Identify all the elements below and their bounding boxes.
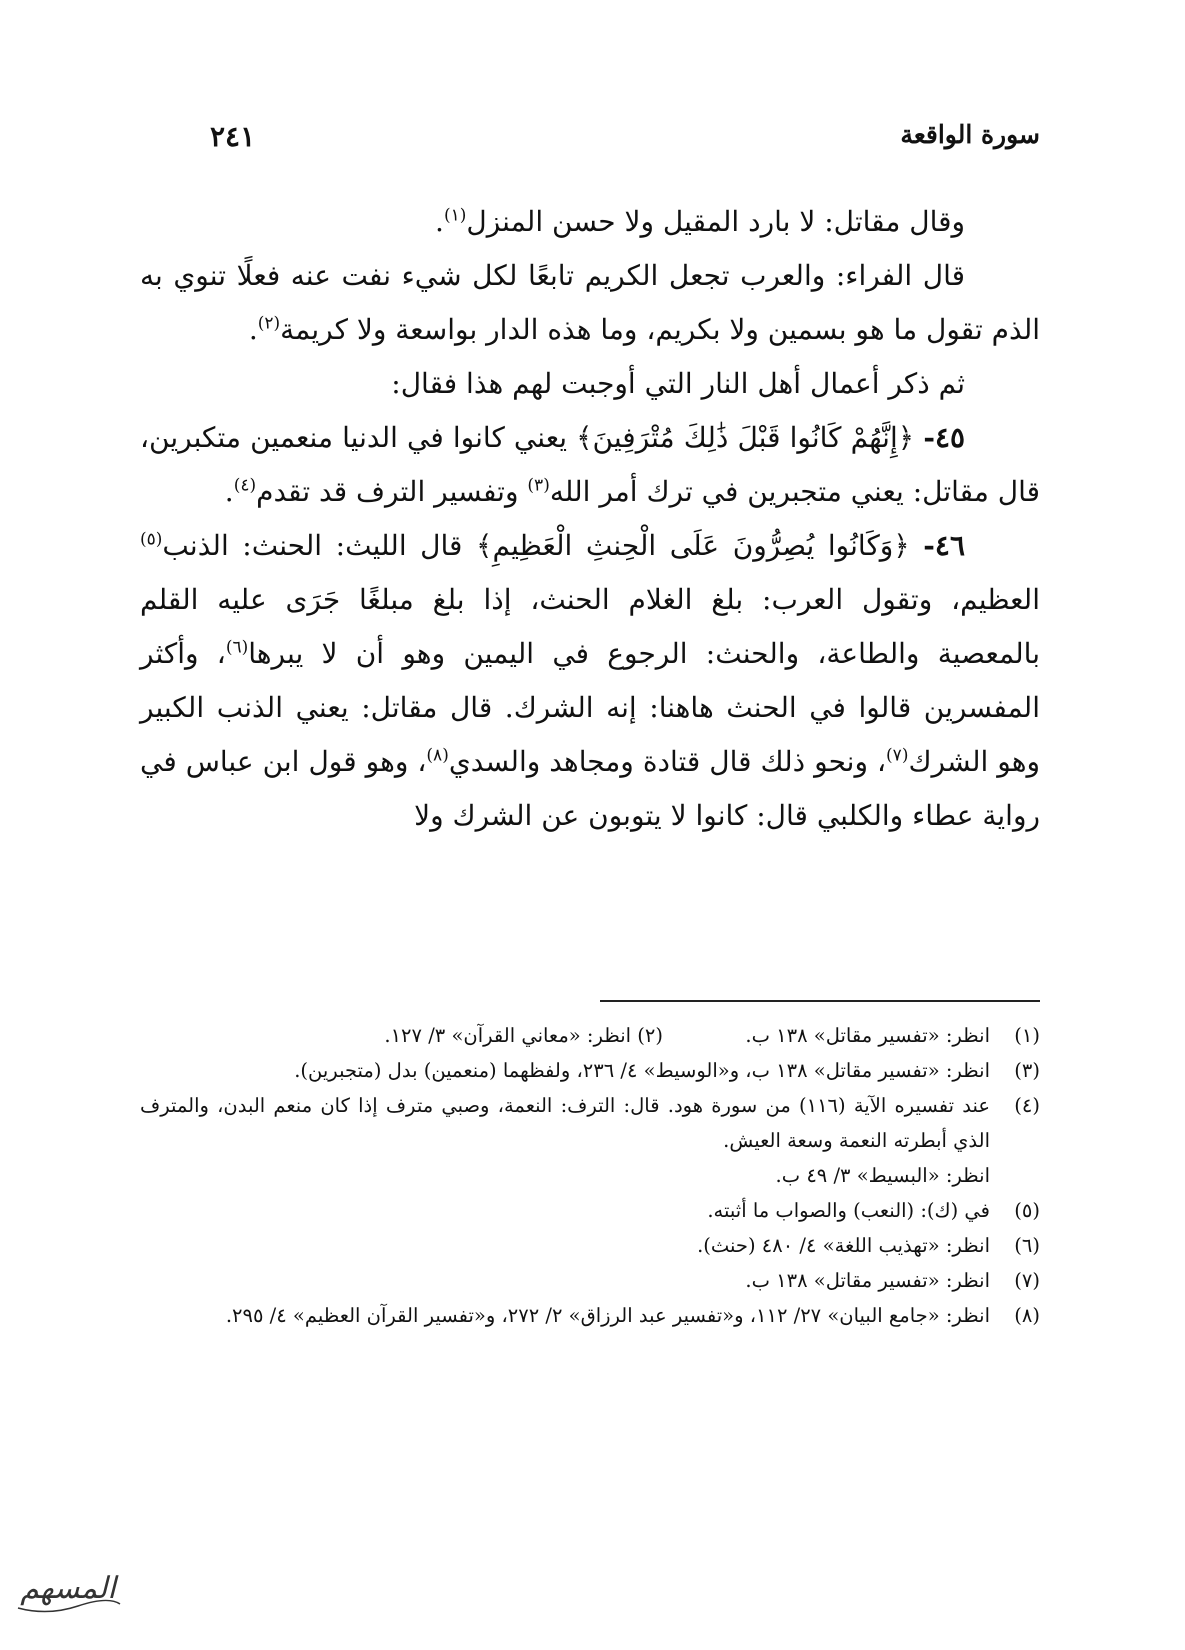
footnote-text: انظر: «تفسير مقاتل» ١٣٨ ب. <box>745 1269 990 1292</box>
footnote-ref[interactable]: (٣) <box>527 475 550 496</box>
footnote-text: في (ك): (النعب) والصواب ما أثبته. <box>707 1199 990 1222</box>
paragraph-2: قال الفراء: والعرب تجعل الكريم تابعًا لكل شيء نفت عنه فعلًا تنوي به الذم تقول ما هو بسمين ولا بكريم، وما هذه الدار بواسعة ولا كريمة$^{(٢)}$. <box>140 259 1040 346</box>
logo-mark: المسهم <box>20 1571 116 1606</box>
footnote-number: (٢) <box>637 1024 663 1047</box>
paragraph-text: ثم ذكر أعمال أهل النار التي أوجبت لهم هذا فقال: <box>391 367 965 400</box>
footnote-item <box>140 1228 1040 1263</box>
paragraph-text: ، وهو قول ابن عباس في رواية عطاء والكلبي قال: كانوا لا يتوبون عن الشرك ولا <box>140 745 1040 832</box>
quran-quote: ﴿إِنَّهُمْ كَانُوا قَبْلَ ذَٰلِكَ مُتْرَفِينَ﴾ <box>576 421 915 454</box>
verse-number: ٤٦- <box>923 529 965 562</box>
paragraph-text: قال الليث: الحنث: الذنب <box>162 529 463 562</box>
verse-46-commentary <box>140 519 1040 843</box>
footnote-number: (١) <box>1014 1024 1040 1047</box>
footnote-ref[interactable]: (٦) <box>225 637 249 658</box>
footnote-number: (٤) <box>1014 1094 1040 1117</box>
footnote-ref[interactable]: (٥) <box>140 529 163 550</box>
footnote-text: انظر: «معاني القرآن» ٣/ ١٢٧. <box>384 1024 632 1047</box>
footnote-text: عند تفسيره الآية (١١٦) من سورة هود. قال: الترف: النعمة، وصبي مترف إذا كان منعم البدن، والمترف الذي أبطرته النعمة وسعة العيش. <box>140 1094 990 1152</box>
book-page <box>140 0 1040 1650</box>
footnote-number: (٦) <box>1014 1234 1040 1257</box>
footnote-number: (٧) <box>1014 1269 1040 1292</box>
footnote-item <box>140 1263 1040 1298</box>
footnote-text: انظر: «جامع البيان» ٢٧/ ١١٢، و«تفسير عبد الرزاق» ٢/ ٢٧٢، و«تفسير القرآن العظيم» ٤/ ٢٩٥. <box>225 1304 990 1327</box>
footnote-item <box>140 1018 1040 1053</box>
footnote-ref[interactable]: (٤) <box>233 475 257 496</box>
footnote-item <box>140 1193 1040 1228</box>
footnote-ref[interactable]: (٢) <box>257 313 281 334</box>
paragraph-text: قال الفراء: والعرب تجعل الكريم تابعًا لكل شيء نفت عنه فعلًا تنوي به الذم تقول ما هو بسمين ولا بكريم، وما هذه الدار بواسعة ولا كريمة <box>140 259 1040 346</box>
footnote-text: انظر: «تفسير مقاتل» ١٣٨ ب، و«الوسيط» ٤/ ٢٣٦، ولفظهما (منعمين) بدل (متجبرين). <box>294 1059 990 1082</box>
page-number: ٢٤١ <box>210 120 256 153</box>
footnote-text: انظر: «تفسير مقاتل» ١٣٨ ب. <box>745 1024 990 1047</box>
footnote-ref[interactable]: (٧) <box>886 745 909 766</box>
paragraph-text: وقال مقاتل: لا بارد المقيل ولا حسن المنزل <box>466 205 965 238</box>
quran-quote: ﴿وَكَانُوا يُصِرُّونَ عَلَى الْحِنثِ الْعَظِيمِ﴾ <box>476 529 910 562</box>
paragraph-3 <box>140 357 1040 411</box>
footnote-item <box>140 1088 1040 1193</box>
paragraph-text: العظيم، وتقول العرب: بلغ الغلام الحنث، إذا بلغ مبلغًا جَرَى عليه القلم بالمعصية والطاعة، والحنث: الرجوع في اليمين وهو أن لا يبرها <box>140 583 1040 670</box>
paragraph-1: وقال مقاتل: لا بارد المقيل ولا حسن المنزل$^{(١)}$. <box>435 205 965 238</box>
paragraph-text: ، ونحو ذلك قال قتادة ومجاهد والسدي <box>448 745 887 778</box>
page-header <box>140 120 1040 160</box>
paragraph-text: وتفسير الترف قد تقدم <box>256 475 519 508</box>
footnote-number: (٥) <box>1014 1199 1040 1222</box>
verse-number: ٤٥- <box>923 421 966 454</box>
footnote-divider <box>600 1000 1040 1002</box>
footnote-text: انظر: «البسيط» ٣/ ٤٩ ب. <box>775 1164 990 1187</box>
surah-title: سورة الواقعة <box>900 120 1040 149</box>
footnote-text: انظر: «تهذيب اللغة» ٤/ ٤٨٠ (حنث). <box>697 1234 990 1257</box>
publisher-logo <box>8 1560 128 1620</box>
footnote-item <box>140 1053 1040 1088</box>
footnotes <box>140 1018 1040 1333</box>
main-text <box>140 195 1040 843</box>
footnote-number: (٣) <box>1014 1059 1040 1082</box>
footnote-item <box>140 1298 1040 1333</box>
paragraph-text: ، وأكثر المفسرين قالوا في الحنث هاهنا: إنه الشرك. قال مقاتل: يعني الذنب الكبير وهو الشرك <box>140 637 1041 778</box>
verse-45-commentary: ٤٥- ﴿إِنَّهُمْ كَانُوا قَبْلَ ذَٰلِكَ مُتْرَفِينَ﴾ يعني كانوا في الدنيا منعمين متكبرين، قال مقاتل: يعني متجبرين في ترك أمر الله$^{(٣)}$ وتفسير الترف قد تقدم$^{(٤)}$. <box>140 421 1040 508</box>
footnote-number: (٨) <box>1014 1304 1040 1327</box>
paragraph-text: يعني كانوا في الدنيا منعمين متكبرين، قال مقاتل: يعني متجبرين في ترك أمر الله <box>140 421 1040 508</box>
footnote-ref[interactable]: (٨) <box>426 745 449 766</box>
footnote-ref[interactable]: (١) <box>443 205 467 226</box>
